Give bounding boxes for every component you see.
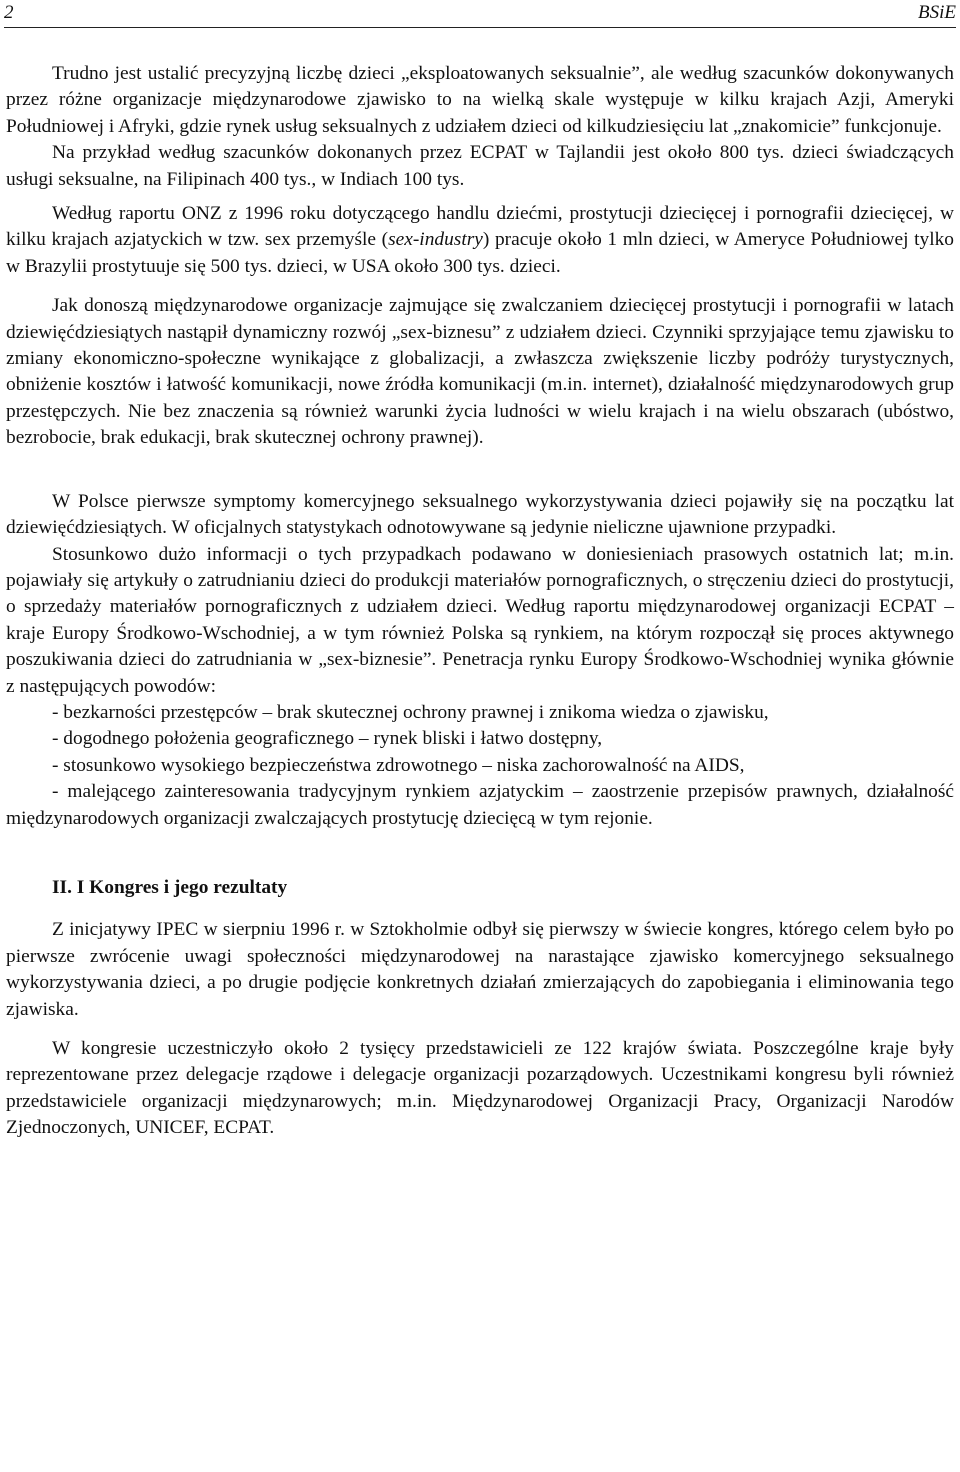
paragraph-intro: Trudno jest ustalić precyzyjną liczbę dzieci „eksploatowanych seksualnie”, ale według szacunków dokonywanych przez różne organizacje międzynarodowe zjawisko to na wielką skale występuje w kilku krajach Azji, Ameryki Południowej i Afryki, gdzie rynek usług seksualnych z udziałem dzieci od kilkudziesięciu lat „znakomicie” funkcjonuje.	[6, 63, 954, 137]
paragraph-onz-report-part2: ) pracuje około 1 mln dzieci, w Ameryce Południowej tylko w Brazylii prostytuuje się 500 tys. dzieci, w USA około 300 tys. dzieci.	[6, 229, 954, 277]
paragraph-onz-report	[6, 201, 954, 280]
list-item: - dogodnego położenia geograficznego – rynek bliski i łatwo dostępny,	[52, 728, 603, 750]
paragraph-poland: W Polsce pierwsze symptomy komercyjnego seksualnego wykorzystywania dzieci pojawiły się na początku lat dziewięćdziesiątych. W oficjalnych statystykach odnotowywane są jedynie nieliczne ujawnione przypadki.	[6, 490, 954, 539]
list-item: - stosunkowo wysokiego bezpieczeństwa zdrowotnego – niska zachorowalność na AIDS,	[52, 754, 745, 776]
page-header	[4, 0, 956, 28]
journal-name: BSiE	[918, 2, 956, 23]
paragraph-congress-initiative: Z inicjatywy IPEC w sierpniu 1996 r. w Sztokholmie odbył się pierwszy w świecie kongres, którego celem było po pierwsze zwrócenie uwagi społeczności międzynarodowej na narastające zjawisko komercyjnego seksualnego wykorzystywania dzieci, a po drugie podjęcie konkretnych działań zmierzających do zapobiegania i eliminowania tego zjawiska.	[6, 919, 954, 1020]
page-number: 2	[4, 2, 14, 23]
list-item: - malejącego zainteresowania tradycyjnym rynkiem azjatyckim – zaostrzenie przepisów prawnych, działalność międzynarodowych organizacji zwalczających prostytucję dziecięcą w tym rejonie.	[6, 781, 954, 829]
list-item: - bezkarności przestępców – brak skutecznej ochrony prawnej i znikoma wiedza o zjawisku,	[52, 701, 769, 723]
document-body	[6, 61, 954, 1142]
paragraph-onz-report-part1: Według raportu ONZ z 1996 roku dotyczącego handlu dziećmi, prostytucji dziecięcej i pornografii dziecięcej, w kilku krajach azjatyckich w tzw. sex przemyśle (	[6, 203, 954, 251]
paragraph-press-reports: Stosunkowo dużo informacji o tych przypadkach podawano w doniesieniach prasowych ostatnich lat; m.in. pojawiały się artykuły o zatrudnianiu dzieci do produkcji materiałów pornograficznych, o stręczeniu dzieci do prostytucji, o sprzedaży materiałów pornograficznych z udziałem dzieci. Według raportu międzynarodowej organizacji ECPAT – kraje Europy Środkowo-Wschodniej, a w tym również Polska są rynkiem, na którym rozpoczął się proces aktywnego poszukiwania dzieci do zatrudniania w „sex-biznesie”. Penetracja rynku Europy Środkowo-Wschodniej wynika głównie z następujących powodów:	[6, 543, 954, 697]
paragraph-ecpat-estimates: Na przykład według szacunków dokonanych przez ECPAT w Tajlandii jest około 800 tys. dzieci świadczących usługi seksualne, na Filipinach 400 tys., w Indiach 100 tys.	[6, 142, 954, 190]
paragraph-congress-participants: W kongresie uczestniczyło około 2 tysięcy przedstawicieli ze 122 krajów świata. Poszczególne kraje były reprezentowane przez delegacje rządowe i delegacje organizacji pozarządowych. Uczestnikami kongresu byli również przedstawiciele organizacji międzynarowych; m.in. Międzynarodowej Organizacji Pracy, Organizacji Narodów Zjednoczonych, UNICEF, ECPAT.	[6, 1038, 954, 1139]
section-heading: II. I Kongres i jego rezultaty	[52, 876, 288, 898]
term-sex-industry: sex-industry	[388, 229, 483, 251]
paragraph-organizations: Jak donoszą międzynarodowe organizacje zajmujące się zwalczaniem dziecięcej prostytucji i pornografii w latach dziewięćdziesiątych nastąpił dynamiczny rozwój „sex-biznesu” z udziałem dzieci. Czynniki sprzyjające temu zjawisku to zmiany ekonomiczno-społeczne wynikające z globalizacji, a zwłaszcza zwiększenie liczby podróży turystycznych, obniżenie kosztów i łatwość komunikacji, nowe źródła komunikacji (m.in. internet), działalność międzynarodowych grup przestępczych. Nie bez znaczenia są również warunki życia ludności w wielu krajach i na wielu obszarach (ubóstwo, bezrobocie, brak edukacji, brak skutecznej ochrony prawnej).	[6, 295, 954, 449]
